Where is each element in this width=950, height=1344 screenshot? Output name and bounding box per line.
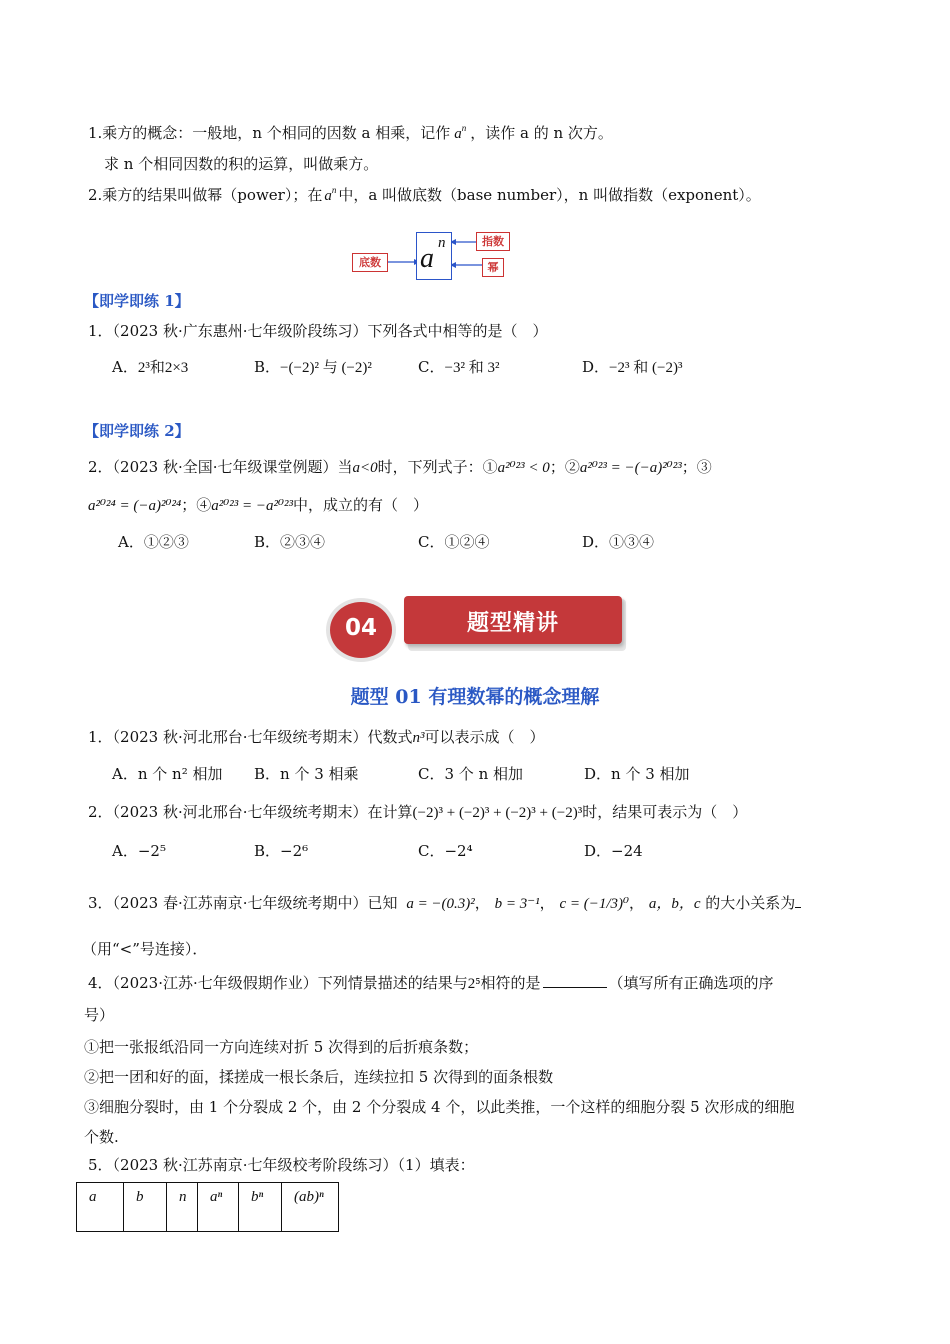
table-header-a: a [77, 1183, 124, 1232]
base-label: 底数 [352, 253, 388, 272]
practice-1-option-a: A．2³和2×3 [112, 358, 189, 376]
practice-1-option-d: D．−2³ 和 (−2)³ [582, 358, 683, 376]
practice-2-option-b: B．②③④ [254, 533, 326, 551]
table-header-a-pow-n: aⁿ [198, 1183, 239, 1232]
q4-stem-line-2: 号） [84, 1006, 115, 1024]
q4-stem: 4．（2023·江苏·七年级假期作业）下列情景描述的结果与2⁵相符的是 （填写所有正确选项的序 [88, 974, 774, 992]
q2-option-c: C．−2⁴ [418, 842, 473, 860]
power-symbol-box [416, 232, 452, 280]
section-title: 题型 01 有理数幂的概念理解 [350, 686, 600, 708]
table-header-n: n [167, 1183, 198, 1232]
q4-item-3-cont: 个数. [84, 1128, 119, 1146]
q5-fill-table [76, 1182, 339, 1232]
q1-stem: 1．（2023 秋·河北邢台·七年级统考期末）代数式n³可以表示成（ ） [88, 728, 545, 746]
table-row [77, 1183, 339, 1232]
q2-option-b: B．−2⁶ [254, 842, 309, 860]
q1-option-a: A．n 个 n² 相加 [112, 765, 223, 783]
power-diagram [350, 228, 510, 284]
q5-stem: 5．（2023 秋·江苏南京·七年级校考阶段练习）（1）填表： [88, 1156, 475, 1174]
q4-item-3: ③细胞分裂时，由 1 个分裂成 2 个，由 2 个分裂成 4 个，以此类推，一个这样的细胞分裂 5 次形成的细胞 [84, 1098, 795, 1116]
power-base-symbol: a [420, 243, 434, 274]
practice-2-question-line-2: a²⁰²⁴ = (−a)²⁰²⁴；④a²⁰²³ = −a²⁰²³中，成立的有（ ） [88, 496, 428, 514]
q1-option-b: B．n 个 3 相乘 [254, 765, 359, 783]
practice-1-option-b: B．−(−2)² 与 (−2)² [254, 358, 372, 376]
q2-option-a: A．−2⁵ [112, 842, 166, 860]
practice-1-question: 1．（2023 秋·广东惠州·七年级阶段练习）下列各式中相等的是（ ） [88, 322, 548, 340]
q3-stem: 3．（2023 春·江苏南京·七年级统考期中）已知 a = −(0.3)²， b = 3⁻¹， c = (−1/3)⁰， a，b，c 的大小关系为 [88, 892, 801, 913]
q4-item-2: ②把一团和好的面，揉搓成一根长条后，连续拉扣 5 次得到的面条根数 [84, 1068, 554, 1086]
exponent-label: 指数 [476, 232, 510, 251]
practice-1-option-c: C．−3² 和 3² [418, 358, 500, 376]
table-header-b-pow-n: bⁿ [239, 1183, 282, 1232]
power-label: 幂 [482, 258, 504, 277]
q3-stem-line-2: （用“<”号连接）． [82, 940, 208, 958]
q4-item-1: ①把一张报纸沿同一方向连续对折 5 次得到的后折痕条数； [84, 1038, 479, 1056]
banner-circle [330, 602, 392, 658]
q4-answer-blank[interactable] [543, 987, 607, 988]
power-exp-symbol: n [438, 235, 446, 251]
section-banner [322, 596, 628, 666]
banner-title: 题型精讲 [466, 611, 559, 636]
practice-2-option-c: C．①②④ [418, 533, 490, 551]
banner-bar [404, 596, 622, 644]
table-header-ab-pow-n: (ab)ⁿ [282, 1183, 339, 1232]
banner-number: 04 [344, 615, 377, 641]
practice-2-option-d: D．①③④ [582, 533, 655, 551]
q1-option-c: C．3 个 n 相加 [418, 765, 523, 783]
q2-option-d: D．−24 [584, 842, 643, 860]
q2-stem: 2．（2023 秋·河北邢台·七年级统考期末）在计算(−2)³ + (−2)³ + (−2)³ + (−2)³时，结果可表示为（ ） [88, 803, 748, 821]
practice-1-heading: 【即学即练 1】 [84, 292, 190, 310]
practice-2-question-line-1: 2．（2023 秋·全国·七年级课堂例题）当a<0时，下列式子：①a²⁰²³ < 0；②a²⁰²³ = −(−a)²⁰²³；③ [88, 458, 712, 476]
q1-option-d: D．n 个 3 相加 [584, 765, 690, 783]
concept-line-2: 求 n 个相同因数的积的运算，叫做乘方。 [104, 155, 379, 173]
concept-line-1: 1.乘方的概念：一般地，n 个相同的因数 a 相乘，记作 $a^n$ ，读作 a 的 n 次方。 [88, 123, 613, 142]
concept-line-3: 2.乘方的结果叫做幂（power）；在 $a^n$ 中，a 叫做底数（base number），n 叫做指数（exponent）。 [88, 185, 761, 204]
practice-2-option-a: A．①②③ [118, 533, 189, 551]
practice-2-heading: 【即学即练 2】 [84, 422, 190, 440]
table-header-b: b [124, 1183, 167, 1232]
